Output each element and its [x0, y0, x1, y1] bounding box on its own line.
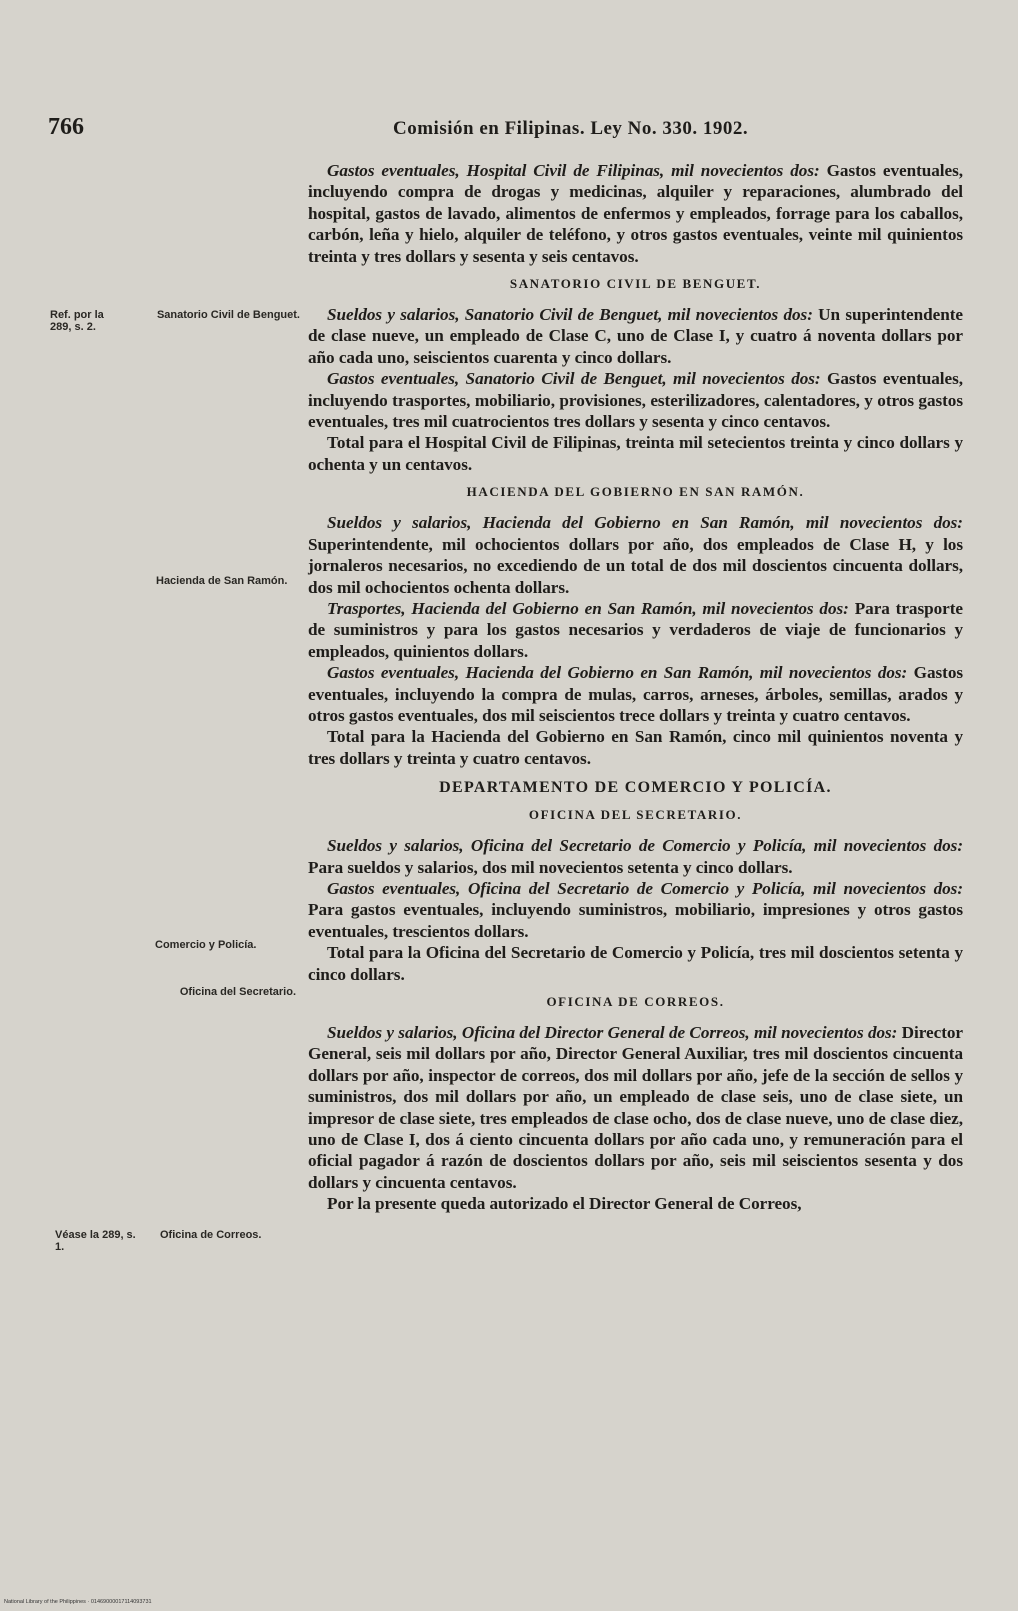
department-heading: DEPARTAMENTO DE COMERCIO Y POLICÍA.	[439, 779, 832, 797]
paragraph-text: Para sueldos y salarios, dos mil novecientos setenta y cinco dollars.	[308, 857, 793, 877]
paragraph-text: Para gastos eventuales, incluyendo suministros, mobiliario, impresiones y otros gastos eventuales, trescientos dollars.	[308, 900, 963, 941]
total-paragraph: Total para la Hacienda del Gobierno en San Ramón, cinco mil quinientos noventa y tres dollars y treinta y cuatro centavos.	[308, 727, 963, 768]
section-heading-correos: OFICINA DE CORREOS.	[546, 994, 725, 1009]
section-heading-hacienda: HACIENDA DEL GOBIERNO EN SAN RAMÓN.	[466, 484, 805, 500]
margin-note-ref: Ref. por la 289, s. 2.	[50, 309, 104, 333]
margin-note-sanatorio: Sanatorio Civil de Benguet.	[156, 309, 300, 321]
paragraph-text: Superintendente, mil ochocientos dollars por año, dos empleados de Clase H, y los jornaleros necesarios, no excediendo de un total de dos mil doscientos cincuenta dollars, dos mil ochocientos ochenta dollars.	[308, 534, 963, 597]
main-text-column	[308, 160, 963, 1215]
page-number: 766	[48, 114, 84, 140]
paragraph-lead: Sueldos y salarios, Oficina del Director General de Correos, mil novecientos dos:	[327, 1023, 898, 1042]
paragraph-text: Director General, seis mil dollars por año, Director General Auxiliar, tres mil doscientos cincuenta dollars por año, inspector de correos, dos mil dollars por año, jefe de la sección de sellos y suministros, dos mil dollars por año, un empleado de clase seis, uno de clase siete, un impresor de clase siete, tres empleados de clase ocho, dos de clase nueve, uno de clase diez, uno de Clase I, dos á ciento cincuenta dollars por año cada uno, y remuneración para el oficial pagador á razón de doscientos dollars por año, seis mil seiscientos sesenta y dos dollars y cincuenta centavos.	[308, 1023, 963, 1192]
paragraph-lead: Gastos eventuales, Oficina del Secretario de Comercio y Policía, mil novecientos dos:	[327, 878, 963, 898]
paragraph	[308, 1022, 963, 1193]
paragraph-lead: Sueldos y salarios, Oficina del Secretario de Comercio y Policía, mil novecientos dos:	[327, 836, 963, 856]
paragraph	[308, 835, 963, 878]
paragraph: Por la presente queda autorizado el Director General de Correos,	[327, 1194, 802, 1214]
page-header	[48, 114, 968, 144]
paragraph-text: Gastos eventuales, incluyendo compra de drogas y medicinas, alquiler y reparaciones, alumbrado del hospital, gastos de lavado, alimentos de enfermos y empleados, forrage para los caballos, carbón, leña y hielo, alquiler de teléfono, y otros gastos eventuales, veinte mil quinientos treinta y tres dollars y sesenta y seis centavos.	[308, 161, 964, 266]
paragraph-lead: Gastos eventuales, Hospital Civil de Filipinas, mil novecientos dos:	[327, 161, 820, 180]
paragraph-lead: Trasportes, Hacienda del Gobierno en San Ramón, mil novecientos dos:	[327, 598, 849, 618]
paragraph-lead: Gastos eventuales, Hacienda del Gobierno en San Ramón, mil novecientos dos:	[327, 663, 908, 683]
total-paragraph: Total para el Hospital Civil de Filipinas, treinta mil setecientos treinta y cinco dollars y ochenta y un centavos.	[308, 433, 963, 474]
margin-note-hacienda: Hacienda de San Ramón.	[156, 575, 288, 587]
paragraph	[308, 304, 963, 368]
paragraph-text: Gastos eventuales, incluyendo la compra de mulas, carros, arneses, árboles, semillas, arados y otros gastos eventuales, dos mil seiscientos trece dollars y treinta y cuatro centavos.	[308, 663, 963, 725]
margin-note-oficina-correos: Oficina de Correos.	[160, 1229, 262, 1241]
margin-note-vease: Véase la 289, s. 1.	[55, 1229, 136, 1253]
scan-credit: National Library of the Philippines · 01469000017114093731	[4, 1599, 152, 1605]
paragraph-text: Para trasporte de suministros y para los gastos necesarios y verdaderos de viaje de funcionarios y empleados, quinientos dollars.	[308, 598, 963, 661]
margin-note-comercio: Comercio y Policía.	[155, 939, 257, 951]
paragraph-text: Gastos eventuales, incluyendo trasportes, mobiliario, provisiones, esterilizadores, calentadores, y otros gastos eventuales, tres mil cuatrocientos tres dollars y sesenta y cinco centavos.	[308, 369, 963, 432]
paragraph-lead: Gastos eventuales, Sanatorio Civil de Benguet, mil novecientos dos:	[327, 369, 821, 389]
section-heading-sanatorio: SANATORIO CIVIL DE BENGUET.	[509, 276, 762, 292]
paragraph	[308, 160, 963, 267]
paragraph-lead: Sueldos y salarios, Hacienda del Gobierno en San Ramón, mil novecientos dos:	[327, 513, 963, 533]
paragraph-lead: Sueldos y salarios, Sanatorio Civil de Benguet, mil novecientos dos:	[327, 305, 813, 325]
paragraph	[308, 598, 963, 662]
section-heading-oficina-secretario: OFICINA DEL SECRETARIO.	[528, 807, 743, 823]
paragraph	[308, 662, 963, 726]
total-paragraph: Total para la Oficina del Secretario de Comercio y Policía, tres mil doscientos setenta y cinco dollars.	[308, 943, 963, 984]
margin-note-oficina-secretario: Oficina del Secretario.	[179, 986, 296, 998]
running-head: Comisión en Filipinas. Ley No. 330. 1902.	[393, 118, 749, 139]
paragraph-text: Un superintendente de clase nueve, un empleado de Clase C, uno de Clase I, y cuatro á noventa dollars por año cada uno, seiscientos cuarenta y cinco dollars.	[308, 305, 963, 367]
paragraph	[308, 512, 963, 598]
paragraph	[308, 368, 963, 432]
paragraph	[308, 878, 963, 942]
